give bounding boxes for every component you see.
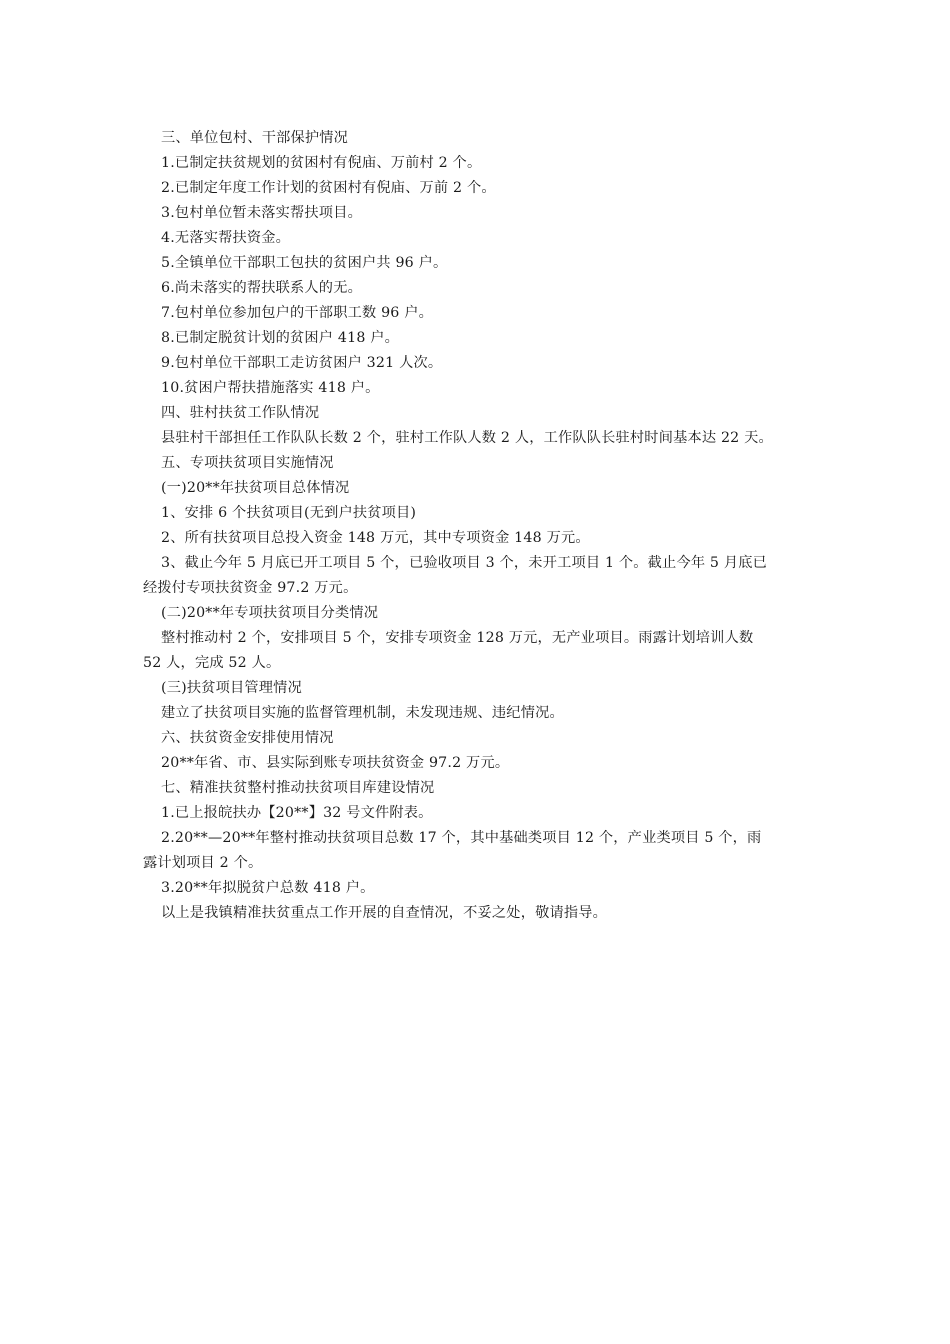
text-line: 1.已上报皖扶办【20**】32 号文件附表。 bbox=[161, 805, 433, 821]
text-line: (二)20**年专项扶贫项目分类情况 bbox=[161, 605, 379, 621]
text-line: 四、驻村扶贫工作队情况 bbox=[161, 405, 320, 421]
text-line: 20**年省、市、县实际到账专项扶贫资金 97.2 万元。 bbox=[161, 755, 510, 771]
text-line: 七、精准扶贫整村推动扶贫项目库建设情况 bbox=[161, 780, 435, 796]
text-line: 5.全镇单位干部职工包扶的贫困户共 96 户。 bbox=[161, 255, 448, 271]
text-line: 以上是我镇精准扶贫重点工作开展的自查情况，不妥之处，敬请指导。 bbox=[161, 905, 608, 921]
text-line: 52 人，完成 52 人。 bbox=[143, 655, 281, 671]
text-line: 三、单位包村、干部保护情况 bbox=[161, 130, 349, 146]
text-line: 2.已制定年度工作计划的贫困村有倪庙、万前 2 个。 bbox=[161, 180, 496, 196]
text-line: 4.无落实帮扶资金。 bbox=[161, 230, 291, 246]
text-line: 2.20**—20**年整村推动扶贫项目总数 17 个，其中基础类项目 12 个，产业类项目 5 个，雨 bbox=[161, 830, 762, 846]
document-body bbox=[143, 126, 813, 926]
text-line: 7.包村单位参加包户的干部职工数 96 户。 bbox=[161, 305, 434, 321]
text-line: 经拨付专项扶贫资金 97.2 万元。 bbox=[143, 580, 358, 596]
text-line: 1、安排 6 个扶贫项目(无到户扶贫项目) bbox=[161, 505, 417, 521]
text-line: 六、扶贫资金安排使用情况 bbox=[161, 730, 334, 746]
text-line: 6.尚未落实的帮扶联系人的无。 bbox=[161, 280, 362, 296]
text-line: (一)20**年扶贫项目总体情况 bbox=[161, 480, 350, 496]
text-line: 县驻村干部担任工作队队长数 2 个，驻村工作队人数 2 人，工作队队长驻村时间基本达 22 天。 bbox=[161, 430, 773, 446]
text-line: 整村推动村 2 个，安排项目 5 个，安排专项资金 128 万元，无产业项目。雨露计划培训人数 bbox=[161, 630, 754, 646]
text-line: 9.包村单位干部职工走访贫困户 321 人次。 bbox=[161, 355, 443, 371]
text-line: 建立了扶贫项目实施的监督管理机制，未发现违规、违纪情况。 bbox=[161, 705, 564, 721]
text-line: 8.已制定脱贫计划的贫困户 418 户。 bbox=[161, 330, 400, 346]
text-line: 1.已制定扶贫规划的贫困村有倪庙、万前村 2 个。 bbox=[161, 155, 482, 171]
text-line: 3.20**年拟脱贫户总数 418 户。 bbox=[161, 880, 375, 896]
text-line: 3、截止今年 5 月底已开工项目 5 个，已验收项目 3 个，未开工项目 1 个。截止今年 5 月底已 bbox=[161, 555, 768, 571]
text-line: 10.贫困户帮扶措施落实 418 户。 bbox=[161, 380, 380, 396]
text-line: 五、专项扶贫项目实施情况 bbox=[161, 455, 334, 471]
text-line: 3.包村单位暂未落实帮扶项目。 bbox=[161, 205, 362, 221]
text-line: (三)扶贫项目管理情况 bbox=[161, 680, 302, 696]
text-line: 露计划项目 2 个。 bbox=[143, 855, 263, 871]
text-line: 2、所有扶贫项目总投入资金 148 万元，其中专项资金 148 万元。 bbox=[161, 530, 590, 546]
